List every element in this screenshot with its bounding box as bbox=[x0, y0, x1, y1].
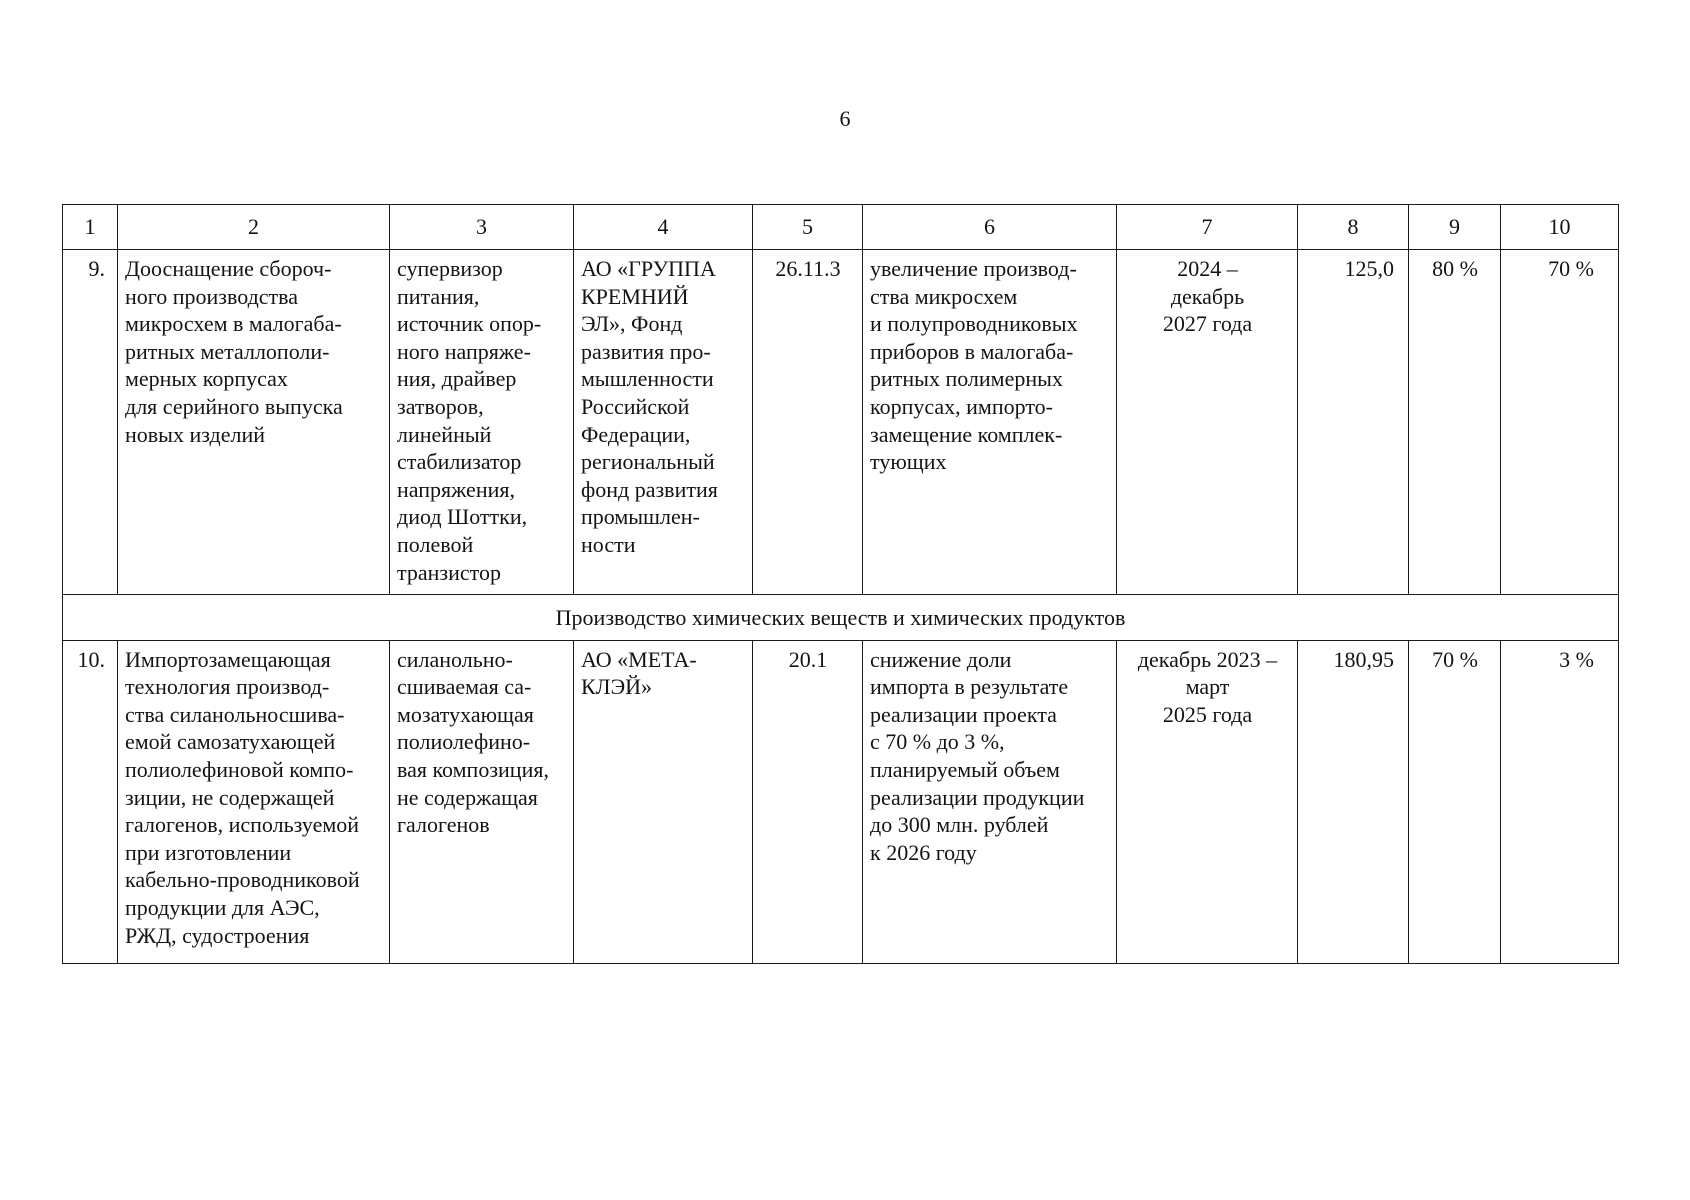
text-line: до 300 млн. рублей bbox=[870, 812, 1049, 838]
text-line: региональный bbox=[581, 449, 715, 475]
project-name-cell bbox=[118, 640, 390, 963]
text-line: КЛЭЙ» bbox=[581, 674, 653, 700]
header-cell-9: 9 bbox=[1409, 205, 1501, 250]
text-line: мерных корпусах bbox=[125, 366, 288, 392]
table-row bbox=[63, 250, 1619, 595]
header-cell-10: 10 bbox=[1501, 205, 1619, 250]
text-line: емой самозатухающей bbox=[125, 729, 336, 755]
text-line: ности bbox=[581, 531, 636, 557]
header-cell-1: 1 bbox=[63, 205, 118, 250]
text-line: АО «МЕТА- bbox=[581, 646, 697, 672]
text-line: полиолефино- bbox=[397, 729, 531, 755]
text-line: ного производства bbox=[125, 283, 299, 309]
text-line: технология производ- bbox=[125, 674, 330, 700]
header-row bbox=[63, 205, 1619, 250]
amount-cell: 180,95 bbox=[1298, 640, 1409, 963]
row-number: 10. bbox=[63, 640, 118, 963]
text-line: затворов, bbox=[397, 393, 484, 419]
text-line: микросхем в малогаба- bbox=[125, 311, 342, 337]
header-cell-3: 3 bbox=[390, 205, 574, 250]
text-line: продукции для АЭС, bbox=[125, 894, 320, 920]
project-name-cell bbox=[118, 250, 390, 595]
text-line: увеличение производ- bbox=[870, 256, 1077, 281]
okpd-code-cell: 20.1 bbox=[753, 640, 863, 963]
organization-cell bbox=[574, 640, 753, 963]
text-line: ЭЛ», Фонд bbox=[581, 311, 683, 337]
text-line: ного напряже- bbox=[397, 338, 531, 364]
text-line: сшиваемая са- bbox=[397, 674, 532, 700]
text-line: и полупроводниковых bbox=[870, 311, 1078, 337]
text-line: КРЕМНИЙ bbox=[581, 283, 689, 309]
text-line: АО «ГРУППА bbox=[581, 256, 716, 281]
text-line: зиции, не содержащей bbox=[125, 784, 335, 810]
amount-cell: 125,0 bbox=[1298, 250, 1409, 595]
text-line: развития про- bbox=[581, 338, 711, 364]
text-line: фонд развития bbox=[581, 476, 718, 502]
text-line: новых изделий bbox=[125, 421, 265, 447]
text-line: кабельно-проводниковой bbox=[125, 867, 360, 893]
text-line: мозатухающая bbox=[397, 701, 534, 727]
period-cell bbox=[1117, 640, 1298, 963]
text-line: 2027 года bbox=[1162, 311, 1253, 337]
header-cell-2: 2 bbox=[118, 205, 390, 250]
products-cell bbox=[390, 250, 574, 595]
text-line: вая композиция, bbox=[397, 756, 549, 782]
text-line: 2024 – bbox=[1177, 256, 1238, 281]
text-line: Импортозамещающая bbox=[125, 646, 331, 672]
text-line: март bbox=[1185, 674, 1230, 700]
text-line: замещение комплек- bbox=[870, 421, 1063, 447]
effect-cell bbox=[863, 640, 1117, 963]
projects-table bbox=[62, 204, 1619, 964]
text-line: напряжения, bbox=[397, 476, 515, 502]
text-line: приборов в малогаба- bbox=[870, 338, 1074, 364]
okpd-code-cell: 26.11.3 bbox=[753, 250, 863, 595]
text-line: ритных полимерных bbox=[870, 366, 1063, 392]
text-line: полиолефиновой компо- bbox=[125, 756, 354, 782]
text-line: снижение доли bbox=[870, 646, 1012, 672]
text-line: 2025 года bbox=[1162, 701, 1253, 727]
text-line: супервизор bbox=[397, 256, 503, 281]
text-line: не содержащая bbox=[397, 784, 538, 810]
header-cell-7: 7 bbox=[1117, 205, 1298, 250]
share-after-cell: 70 % bbox=[1501, 250, 1619, 595]
text-line: ритных металлополи- bbox=[125, 338, 330, 364]
text-line: источник опор- bbox=[397, 311, 542, 337]
header-cell-5: 5 bbox=[753, 205, 863, 250]
text-line: питания, bbox=[397, 283, 480, 309]
text-line: ства силанольносшива- bbox=[125, 701, 345, 727]
text-line: ния, драйвер bbox=[397, 366, 517, 392]
section-header-row bbox=[63, 595, 1619, 641]
text-line: галогенов bbox=[397, 812, 490, 838]
text-line: промышлен- bbox=[581, 504, 700, 530]
header-cell-6: 6 bbox=[863, 205, 1117, 250]
row-number: 9. bbox=[63, 250, 118, 595]
header-cell-4: 4 bbox=[574, 205, 753, 250]
header-cell-8: 8 bbox=[1298, 205, 1409, 250]
text-line: линейный bbox=[397, 421, 492, 447]
share-before-cell: 80 % bbox=[1409, 250, 1501, 595]
section-title: Производство химических веществ и химических продуктов bbox=[63, 595, 1619, 641]
text-line: для серийного выпуска bbox=[125, 393, 343, 419]
organization-cell bbox=[574, 250, 753, 595]
text-line: к 2026 году bbox=[870, 839, 977, 865]
text-line: РЖД, судостроения bbox=[125, 922, 310, 948]
text-line: импорта в результате bbox=[870, 674, 1069, 700]
table-row bbox=[63, 640, 1619, 963]
text-line: силанольно- bbox=[397, 646, 513, 672]
text-line: с 70 % до 3 %, bbox=[870, 729, 1005, 755]
text-line: декабрь bbox=[1170, 283, 1245, 309]
text-line: диод Шоттки, bbox=[397, 504, 528, 530]
text-line: мышленности bbox=[581, 366, 714, 392]
text-line: Федерации, bbox=[581, 421, 691, 447]
text-line: реализации проекта bbox=[870, 701, 1057, 727]
text-line: Дооснащение сбороч- bbox=[125, 256, 332, 281]
share-before-cell: 70 % bbox=[1409, 640, 1501, 963]
page-number: 6 bbox=[839, 106, 851, 131]
text-line: транзистор bbox=[397, 559, 501, 585]
text-line: тующих bbox=[870, 449, 947, 475]
text-line: полевой bbox=[397, 531, 474, 557]
text-line: реализации продукции bbox=[870, 784, 1085, 810]
text-line: стабилизатор bbox=[397, 449, 522, 475]
text-line: декабрь 2023 – bbox=[1137, 646, 1278, 672]
text-line: корпусах, импорто- bbox=[870, 393, 1053, 419]
effect-cell bbox=[863, 250, 1117, 595]
text-line: планируемый объем bbox=[870, 756, 1060, 782]
products-cell bbox=[390, 640, 574, 963]
text-line: Российской bbox=[581, 393, 690, 419]
text-line: при изготовлении bbox=[125, 839, 292, 865]
period-cell bbox=[1117, 250, 1298, 595]
text-line: галогенов, используемой bbox=[125, 812, 360, 838]
share-after-cell: 3 % bbox=[1501, 640, 1619, 963]
text-line: ства микросхем bbox=[870, 283, 1018, 309]
